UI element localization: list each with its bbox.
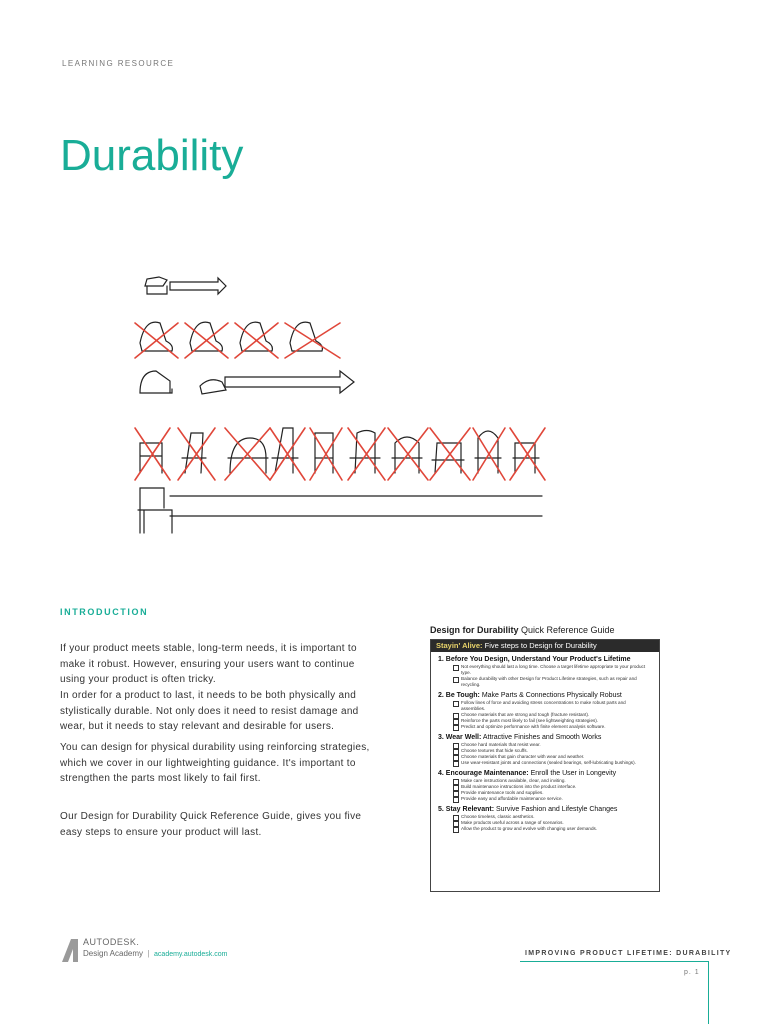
guide-step-2 xyxy=(438,691,659,730)
step-bullet: Follow lines of force and avoiding stress concentrations to make robust parts and assemblies. xyxy=(453,700,651,712)
guide-bar-rest: Five steps to Design for Durability xyxy=(482,641,597,650)
guide-bar xyxy=(431,640,659,652)
page-title: Durability xyxy=(60,131,244,180)
guide-step-5 xyxy=(438,805,659,832)
step-bullet: Choose materials that are strong and tough (fracture resistant). xyxy=(453,712,651,718)
durable-chair-sketch xyxy=(138,488,172,533)
quick-reference-guide xyxy=(430,639,660,892)
guide-title-bold: Design for Durability xyxy=(430,625,519,635)
step-bullet: Choose hard materials that resist wear. xyxy=(453,742,651,748)
guide-bar-bold: Stayin' Alive: xyxy=(436,641,483,650)
intro-paragraph-2: In order for a product to last, it needs to be both physically and stylistically durable. Not only does it need to resist damage and wear, but it needs to stay relevant and desirable for users. xyxy=(60,690,359,732)
step-heading xyxy=(438,733,659,742)
shoes-row xyxy=(140,322,322,351)
step-heading-bold: 1. Before You Design, Understand Your Product's Lifetime xyxy=(438,656,631,663)
guide-title xyxy=(430,625,615,635)
step-heading xyxy=(438,655,659,664)
step-heading-rest: Enroll the User in Longevity xyxy=(528,770,617,777)
cloth-sketch xyxy=(200,380,226,394)
autodesk-brand: AUTODESK. xyxy=(83,937,140,947)
step-heading xyxy=(438,805,659,814)
design-academy-label: Design Academy xyxy=(83,949,144,958)
step-bullet: Predict and optimize performance with finite element analysis software. xyxy=(453,724,651,730)
step-bullet: Choose timeless, classic aesthetics. xyxy=(453,814,651,820)
step-bullet: Not everything should last a long time. Choose a target lifetime appropriate to your product type. xyxy=(453,664,651,676)
footer-section-title: IMPROVING PRODUCT LIFETIME: DURABILITY xyxy=(525,950,732,957)
eyebrow-label: LEARNING RESOURCE xyxy=(62,59,175,68)
row1-arrow xyxy=(170,278,226,294)
step-bullet: Balance durability with other Design for Product Lifetime strategies, such as repair and recycling. xyxy=(453,676,651,688)
footer-divider xyxy=(520,961,708,962)
chairs-crosses xyxy=(135,428,545,480)
step-heading-bold: 2. Be Tough: xyxy=(438,692,480,699)
step-heading-bold: 5. Stay Relevant: xyxy=(438,806,495,813)
step-heading xyxy=(438,691,659,700)
step-bullet: Reinforce the parts most likely to fail (see lightweighting strategies). xyxy=(453,718,651,724)
step-heading-rest: Make Parts & Connections Physically Robust xyxy=(479,692,622,699)
intro-paragraph-4: Our Design for Durability Quick Reference Guide, gives you five easy steps to ensure your product will last. xyxy=(60,811,362,838)
footer-separator: | xyxy=(145,949,152,958)
step-bullet: Choose materials that gain character with wear and weather. xyxy=(453,754,651,760)
phone-sketch xyxy=(145,277,167,294)
boot-sketch xyxy=(140,371,172,393)
step-heading xyxy=(438,769,659,778)
intro-paragraph-3: You can design for physical durability using reinforcing strategies, which we cover in our lightweighting guidance. It's important to strengthen the parts most likely to fail first. xyxy=(60,742,370,784)
step-heading-rest: Survive Fashion and Lifestyle Changes xyxy=(494,806,618,813)
durability-illustration xyxy=(130,268,550,540)
step-heading-rest: Attractive Finishes and Smooth Works xyxy=(481,734,602,741)
step-bullet: Build maintenance instructions into the product interface. xyxy=(453,784,651,790)
step-heading-bold: 3. Wear Well: xyxy=(438,734,482,741)
guide-title-rest: Quick Reference Guide xyxy=(518,625,615,635)
page-number: p. 1 xyxy=(684,969,700,976)
guide-step-4 xyxy=(438,769,659,802)
academy-url-link[interactable]: academy.autodesk.com xyxy=(154,951,228,958)
autodesk-a-icon xyxy=(60,937,80,963)
guide-step-3 xyxy=(438,733,659,766)
step-bullet: Use wear-resistant joints and connections (sealed bearings, self-lubricating bushings). xyxy=(453,760,651,766)
step-heading-bold: 4. Encourage Maintenance: xyxy=(438,770,529,777)
guide-step-1 xyxy=(438,655,659,688)
footer-vertical-rule xyxy=(708,961,709,1024)
step-bullet: Make products useful across a range of scenarios. xyxy=(453,820,651,826)
step-bullet: Provide easy and affordable maintenance service. xyxy=(453,796,651,802)
step-bullet: Allow the product to grow and evolve with changing user demands. xyxy=(453,826,651,832)
step-bullet: Provide maintenance tools and supplies. xyxy=(453,790,651,796)
step-bullet: Make care instructions available, clear, and inviting. xyxy=(453,778,651,784)
intro-paragraph-1: If your product meets stable, long-term needs, it is important to make it robust. However, ensuring your users want to continue using your product is often tricky. xyxy=(60,643,357,685)
step-bullet: Choose textures that hide scuffs. xyxy=(453,748,651,754)
introduction-heading: INTRODUCTION xyxy=(60,607,149,617)
row3-arrow xyxy=(225,371,354,393)
